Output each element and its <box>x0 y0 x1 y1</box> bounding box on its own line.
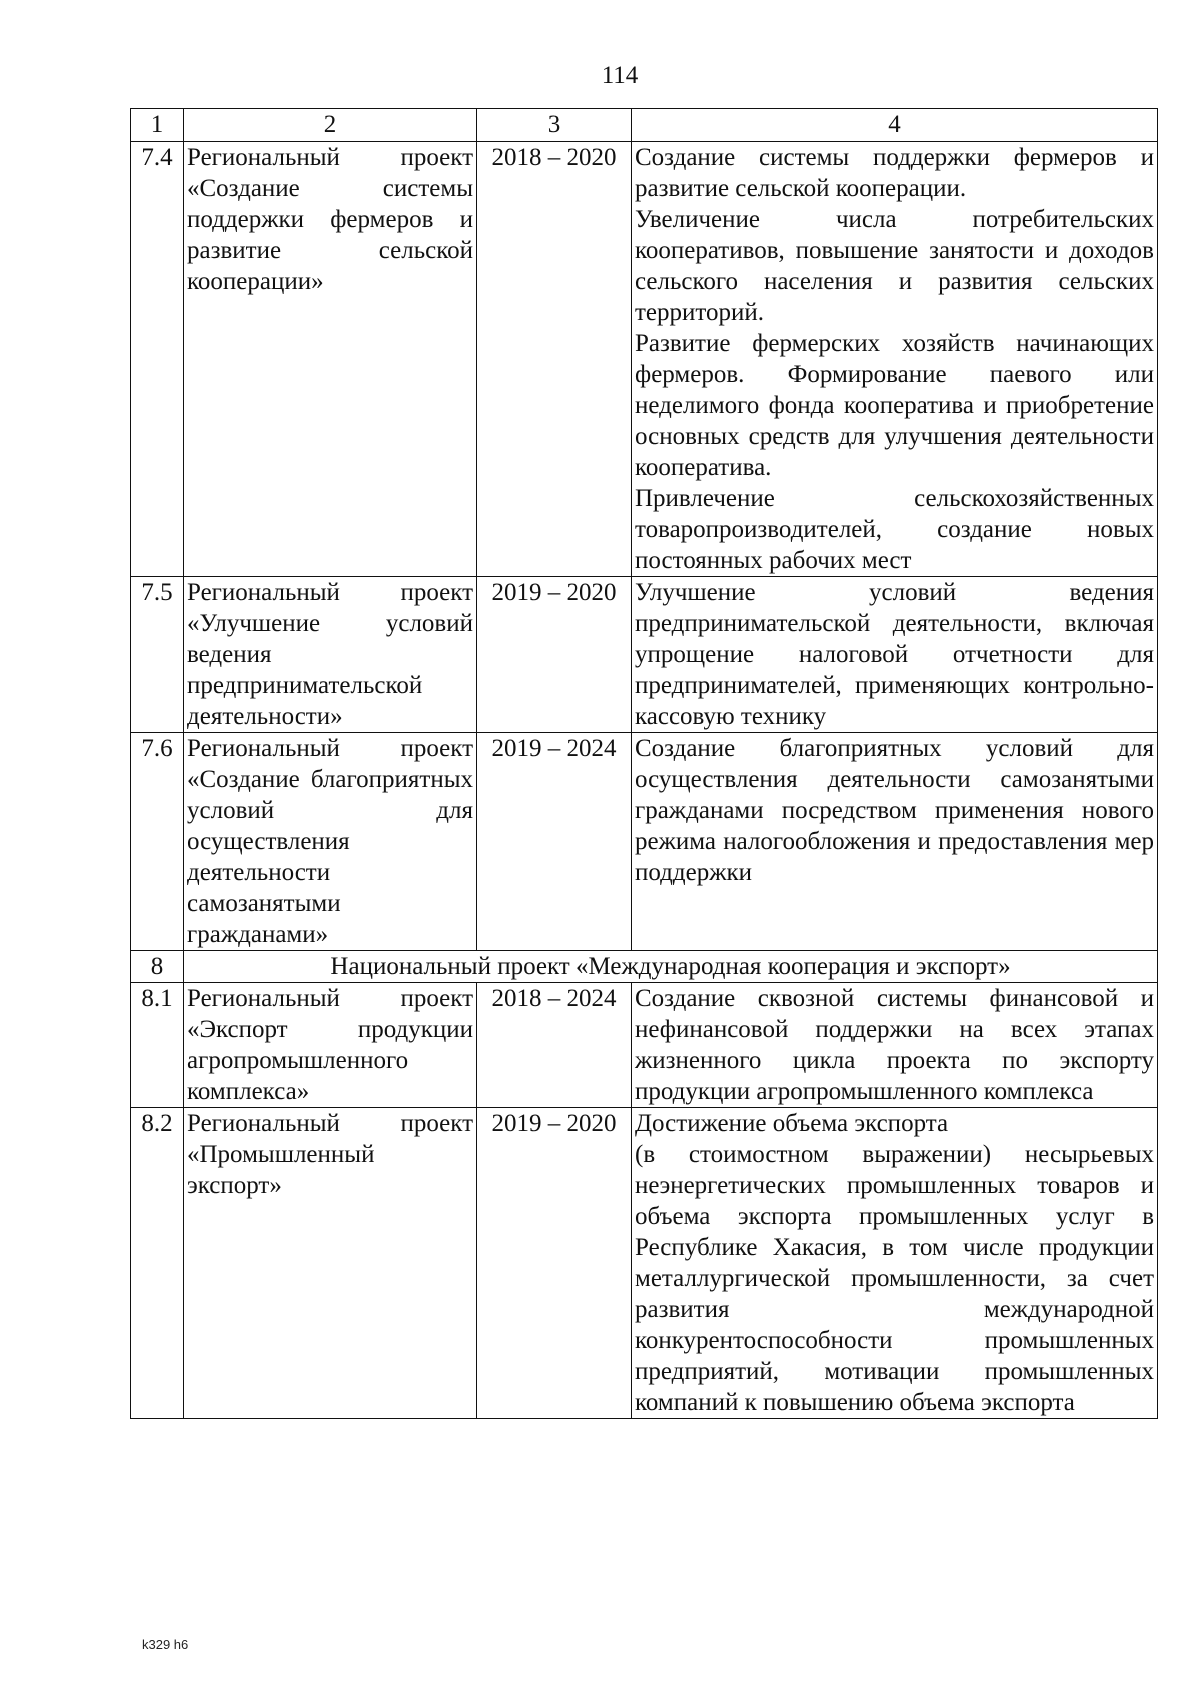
table-row <box>131 142 1158 577</box>
project-result <box>632 983 1158 1108</box>
project-name: Региональный проект «Экспорт продукции агропромышленного комплекса» <box>184 983 477 1108</box>
header-col-4: 4 <box>632 109 1158 142</box>
header-col-2: 2 <box>184 109 477 142</box>
section-number: 8 <box>131 951 184 983</box>
projects-table <box>130 108 1158 1419</box>
project-name: Региональный проект «Улучшение условий ведения предпринимательской деятельности» <box>184 577 477 733</box>
project-result <box>632 1108 1158 1419</box>
table-row <box>131 1108 1158 1419</box>
table-row <box>131 733 1158 951</box>
project-period: 2019 – 2024 <box>477 733 632 951</box>
row-number: 7.5 <box>131 577 184 733</box>
section-title: Национальный проект «Международная кооперация и экспорт» <box>184 951 1158 983</box>
project-result <box>632 577 1158 733</box>
row-number: 7.4 <box>131 142 184 577</box>
header-col-3: 3 <box>477 109 632 142</box>
project-result <box>632 142 1158 577</box>
result-paragraph: (в стоимостном выражении) несырьевых неэнергетических промышленных товаров и объема экспорта промышленных услуг в Республике Хакасия, в том числе продукции металлургической промышленности, за счет развития международной конкурентоспособности промышленных предприятий, мотивации промышленных компаний к повышению объема экспорта <box>635 1141 1154 1416</box>
result-paragraph: Достижение объема экспорта <box>635 1110 949 1137</box>
table-row <box>131 983 1158 1108</box>
result-paragraph: Создание системы поддержки фермеров и развитие сельской кооперации. <box>635 144 1154 202</box>
project-period: 2019 – 2020 <box>477 1108 632 1419</box>
project-name: Региональный проект «Промышленный экспорт» <box>184 1108 477 1419</box>
result-paragraph: Развитие фермерских хозяйств начинающих фермеров. Формирование паевого или неделимого фонда кооператива и приобретение основных средств для улучшения деятельности кооператива. <box>635 330 1154 481</box>
project-period: 2018 – 2020 <box>477 142 632 577</box>
project-period: 2019 – 2020 <box>477 577 632 733</box>
result-paragraph: Создание сквозной системы финансовой и нефинансовой поддержки на всех этапах жизненного цикла проекта по экспорту продукции агропромышленного комплекса <box>635 985 1154 1105</box>
table-header-row <box>131 109 1158 142</box>
page-number: 114 <box>601 62 639 89</box>
project-result <box>632 733 1158 951</box>
table-row <box>131 577 1158 733</box>
result-paragraph: Привлечение сельскохозяйственных товаропроизводителей, создание новых постоянных рабочих мест <box>635 485 1154 574</box>
result-paragraph: Улучшение условий ведения предпринимательской деятельности, включая упрощение налоговой отчетности для предпринимателей, применяющих контрольно-кассовую технику <box>635 579 1154 730</box>
header-col-1: 1 <box>131 109 184 142</box>
project-name: Региональный проект «Создание системы поддержки фермеров и развитие сельской кооперации» <box>184 142 477 577</box>
section-row <box>131 951 1158 983</box>
project-period: 2018 – 2024 <box>477 983 632 1108</box>
row-number: 8.2 <box>131 1108 184 1419</box>
row-number: 7.6 <box>131 733 184 951</box>
project-name: Региональный проект «Создание благоприятных условий для осуществления деятельности самозанятыми гражданами» <box>184 733 477 951</box>
result-paragraph: Создание благоприятных условий для осуществления деятельности самозанятыми гражданами посредством применения нового режима налогообложения и предоставления мер поддержки <box>635 735 1154 886</box>
row-number: 8.1 <box>131 983 184 1108</box>
result-paragraph: Увеличение числа потребительских кооперативов, повышение занятости и доходов сельского населения и развития сельских территорий. <box>635 206 1154 326</box>
footer-code: k329 h6 <box>142 1637 189 1652</box>
